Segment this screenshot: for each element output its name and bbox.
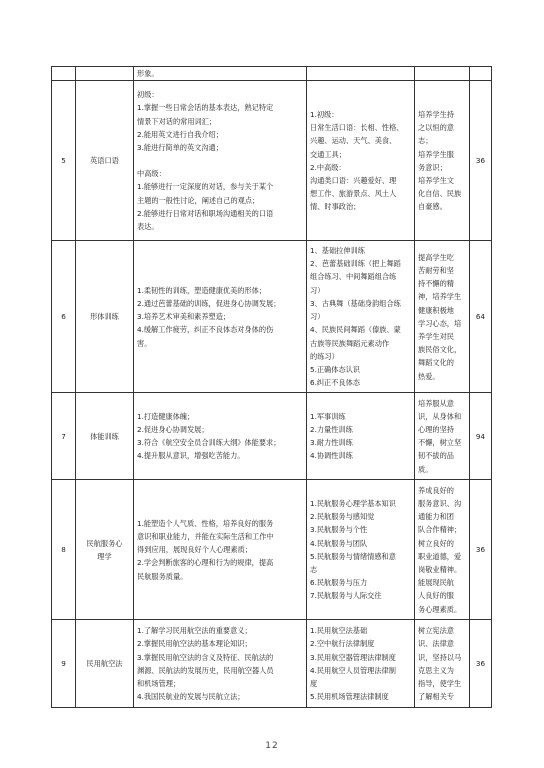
cell-hours: 36 [470, 81, 492, 241]
cell-objectives: 1.了解学习民用航空法的重要意义； 2.掌握民用航空法的基本理论知识； 3.掌握民用航空法的含义及特征、民航法的 渊源、民航法的发展历史，民用航空器人员 和机场管理； 4.我国民航业的发展与民航立法； [134, 620, 307, 708]
cell-ideology [415, 67, 470, 81]
cell-objectives: 1.打造健康体魄； 2.促进身心协调发展； 3.符合《航空安全员合训练大纲》体能要求； 4.提升服从意识，增强吃苦能力。 [134, 393, 307, 480]
cell-ideology: 培养服从意 识，从身体和 心理的坚持 不懈，树立坚 韧不拔的品 质。 [415, 393, 470, 480]
cell-hours: 36 [470, 480, 492, 620]
cell-no: 5 [52, 81, 76, 241]
table-row [52, 620, 492, 708]
table-row [52, 81, 492, 241]
cell-content: 1、基础拉伸训练 2、芭蕾基础训练（把上舞蹈 组合练习、中间舞蹈组合练 习） 3、古典舞（基础身韵组合练 习） 4、民族民间舞蹈（傣族、蒙 古族等民族舞蹈元素动作 的练习） 5.正确体态认识 6.纠正不良体态 [307, 241, 415, 393]
cell-ideology: 提高学生吃 苦耐劳和坚 持不懈的精 神，培养学生 健康积极地 学习心态，培 养学生对民 族民俗文化， 舞蹈文化的 热爱。 [415, 241, 470, 393]
curriculum-table [51, 66, 492, 708]
cell-content: 1.军事训练 2.力量性训练 3.耐力性训练 4.协调性训练 [307, 393, 415, 480]
table-row [52, 480, 492, 620]
cell-ideology: 养成良好的 服务意识、沟 通能力和团 队合作精神； 树立良好的 职业道德，爱 岗敬业精神。 能展现民航 人良好的服 务心理素质。 [415, 480, 470, 620]
cell-name: 民用航空法 [76, 620, 134, 708]
cell-hours: 36 [470, 620, 492, 708]
cell-objectives: 1.柔韧性的训练，塑造健康优美的形体； 2.通过芭蕾基础的训练，促进身心协调发展； 3.培养艺术审美和素养塑造； 4.缓解工作疲劳，纠正不良体态对身体的伤 害。 [134, 241, 307, 393]
cell-objectives: 初级： 1.掌握一些日常会话的基本表达，熟记特定 情景下对话的常用词汇； 2.能用英文进行自我介绍； 3.能进行简单的英文沟通； 中高级： 1.能够进行一定深度的对话，参与关于某个 主题的一般性讨论，阐述自己的观点； 2.能够进行日常对话和职场沟通相关的口语 表达。 [134, 81, 307, 241]
cell-hours [470, 67, 492, 81]
cell-hours: 94 [470, 393, 492, 480]
cell-content: 1.民用航空法基础 2.空中航行法律制度 3.民用航空器管理法律制度 4.民用航空人员管理法律制 度 5.民用机场管理法律制度 [307, 620, 415, 708]
cell-hours: 64 [470, 241, 492, 393]
table-row-continuation [52, 67, 492, 81]
cell-no [52, 67, 76, 81]
cell-ideology: 培养学生持 之以恒的意 志； 培养学生服 务意识； 培养学生文 化自信、民族 自豪感。 [415, 81, 470, 241]
cell-name [76, 67, 134, 81]
page-number: 12 [265, 741, 279, 751]
table-row [52, 241, 492, 393]
cell-no: 6 [52, 241, 76, 393]
cell-ideology: 树立宪法意 识、法律意 识，坚持以马 克思主义为 指导，使学生 了解相关专 [415, 620, 470, 708]
cell-objectives: 形象。 [134, 67, 307, 81]
cell-content: 1.初级： 日常生活口语：长相、性格、 兴趣、运动、天气、美食、 交通工具； 2.中高级： 沟通类口语：兴趣爱好、理 想工作、旅游景点、风土人 情、时事政治； [307, 81, 415, 241]
table-row [52, 393, 492, 480]
cell-no: 9 [52, 620, 76, 708]
cell-no: 7 [52, 393, 76, 480]
cell-name: 英语口语 [76, 81, 134, 241]
cell-content [307, 67, 415, 81]
cell-no: 8 [52, 480, 76, 620]
cell-name: 形体训练 [76, 241, 134, 393]
cell-name: 体能训练 [76, 393, 134, 480]
cell-objectives: 1.能塑造个人气质、性格，培养良好的服务 意识和职业能力，并能在实际生活和工作中 得到应用，展现良好个人心理素质； 2.学会判断旅客的心理和行为的规律，提高 民航服务质量。 [134, 480, 307, 620]
cell-content: 1.民航服务心理学基本知识 2.民航服务与感知觉 3.民航服务与个性 4.民航服务与团队 5.民航服务与情绪情感和意 志 6.民航服务与压力 7.民航服务与人际交往 [307, 480, 415, 620]
cell-name: 民航服务心 理学 [76, 480, 134, 620]
